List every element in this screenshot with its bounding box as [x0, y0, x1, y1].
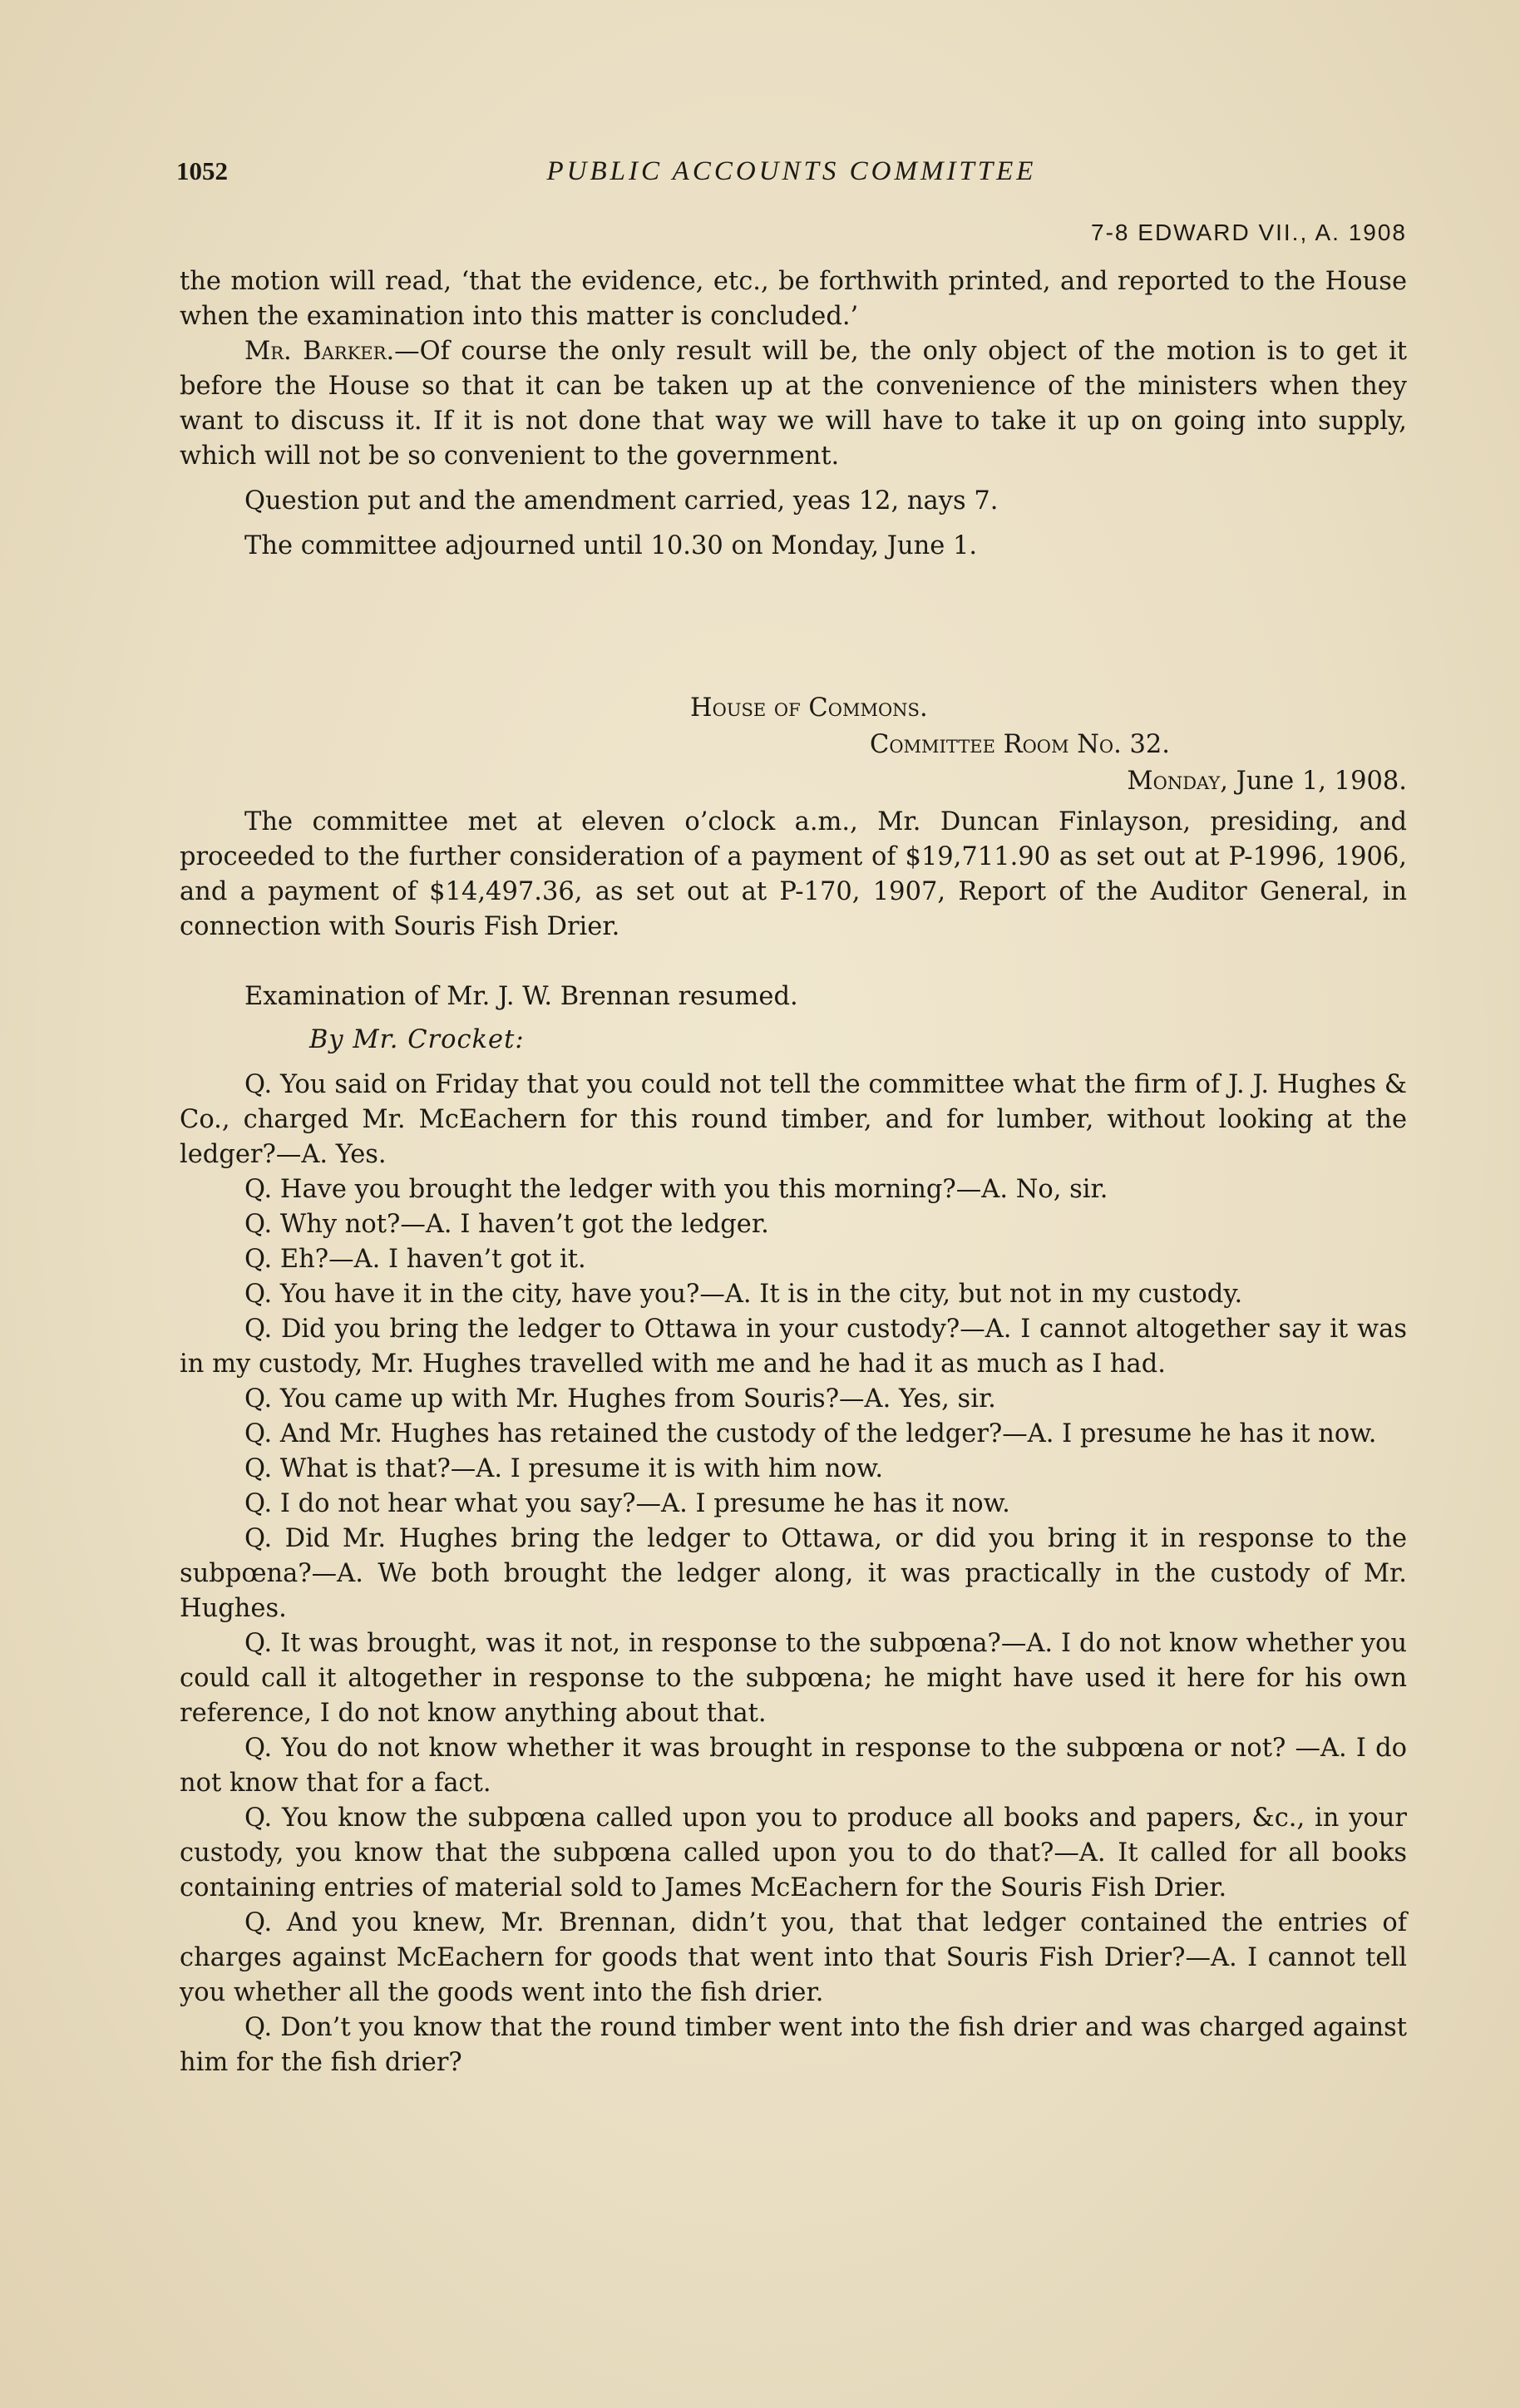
question-list [180, 1068, 1407, 2080]
session-reference: 7-8 EDWARD VII., A. 1908 [1091, 220, 1407, 245]
qa-paragraph: Q. Eh?—A. I haven’t got it. [244, 1245, 586, 1274]
qa-paragraph: Q. Don’t you know that the round timber went into the fish drier and was charged against him for the fish drier? [180, 2013, 1407, 2077]
qa-paragraph: Q. And Mr. Hughes has retained the custody of the ledger?—A. I presume he has it now. [244, 1419, 1377, 1448]
adjournment-note: The committee adjourned until 10.30 on Monday, June 1. [244, 531, 978, 560]
date-day: Monday, [1127, 767, 1228, 796]
qa-paragraph: Q. Did Mr. Hughes bring the ledger to Ottawa, or did you bring it in response to the subpœna?—A. We both brought the ledger along, it was practically in the custody of Mr. Hughes. [180, 1524, 1407, 1623]
proceedings-intro [180, 805, 1407, 945]
speaker-name: Mr. Barker. [244, 337, 395, 366]
qa-paragraph: Q. You have it in the city, have you?—A. It is in the city, but not in my custody. [244, 1280, 1243, 1309]
session-heading [180, 690, 1407, 800]
qa-paragraph: Q. You do not know whether it was brought in response to the subpœna or not? —A. I do not know that for a fact. [180, 1734, 1407, 1798]
qa-paragraph: Q. You know the subpœna called upon you to produce all books and papers, &c., in your custody, you know that the subpœna called upon you to do that?—A. It called for all books containing entries of material sold to James McEachern for the Souris Fish Drier. [180, 1804, 1407, 1902]
date-rest: June 1, 1908. [1227, 767, 1407, 796]
meeting-intro: The committee met at eleven o’clock a.m., Mr. Duncan Finlayson, presiding, and proceeded to the further consideration of a payment of $19,711.90 as set out at P-1996, 1906, and a payment of $14,497.36, as set out at P-170, 1907, Report of the Auditor General, in connection with Souris Fish Drier. [180, 807, 1407, 941]
qa-paragraph: Q. What is that?—A. I presume it is with him now. [244, 1454, 884, 1483]
date-heading [1127, 763, 1407, 800]
qa-paragraph: Q. You came up with Mr. Hughes from Souris?—A. Yes, sir. [244, 1384, 996, 1414]
qa-paragraph: Q. It was brought, was it not, in response to the subpœna?—A. I do not know whether you could call it altogether in response to the subpœna; he might have used it here for his own reference, I do not know anything about that. [180, 1629, 1407, 1728]
qa-paragraph: Q. Have you brought the ledger with you this morning?—A. No, sir. [244, 1175, 1108, 1204]
qa-paragraph: Q. You said on Friday that you could not tell the committee what the firm of J. J. Hughes & Co., charged Mr. McEachern for this round timber, and for lumber, without looking at the ledger?—A. Yes. [180, 1070, 1407, 1169]
vote-result: Question put and the amendment carried, yeas 12, nays 7. [244, 486, 999, 516]
barker-statement [180, 334, 1407, 474]
opening-section [180, 264, 1407, 564]
running-title: PUBLIC ACCOUNTS COMMITTEE [546, 156, 1037, 186]
continued-paragraph: the motion will read, ‘that the evidence, etc., be forthwith printed, and reported to the House when the examination into this matter is concluded.’ [180, 267, 1407, 331]
examiner-byline: By Mr. Crocket: [309, 1025, 525, 1054]
page-header [176, 156, 1407, 190]
house-heading: House of Commons. [690, 693, 928, 723]
room-heading: Committee Room No. 32. [870, 730, 1171, 759]
examination-section [180, 979, 1407, 2080]
qa-paragraph: Q. Did you bring the ledger to Ottawa in your custody?—A. I cannot altogether say it was in my custody, Mr. Hughes travelled with me and he had it as much as I had. [180, 1315, 1407, 1379]
qa-paragraph: Q. And you knew, Mr. Brennan, didn’t you, that that ledger contained the entries of charges against McEachern for goods that went into that Souris Fish Drier?—A. I cannot tell you whether all the goods went into the fish drier. [180, 1908, 1407, 2007]
qa-paragraph: Q. I do not hear what you say?—A. I presume he has it now. [244, 1489, 1010, 1518]
page-number: 1052 [176, 156, 228, 185]
speaker-text: —Of course the only result will be, the only object of the motion is to get it before the House so that it can be taken up at the convenience of the ministers when they want to discuss it. If it is not done that way we will have to take it up on going into supply, which will not be so convenient to the government. [180, 337, 1407, 471]
examination-resumed: Examination of Mr. J. W. Brennan resumed. [244, 982, 798, 1011]
qa-paragraph: Q. Why not?—A. I haven’t got the ledger. [244, 1210, 769, 1239]
